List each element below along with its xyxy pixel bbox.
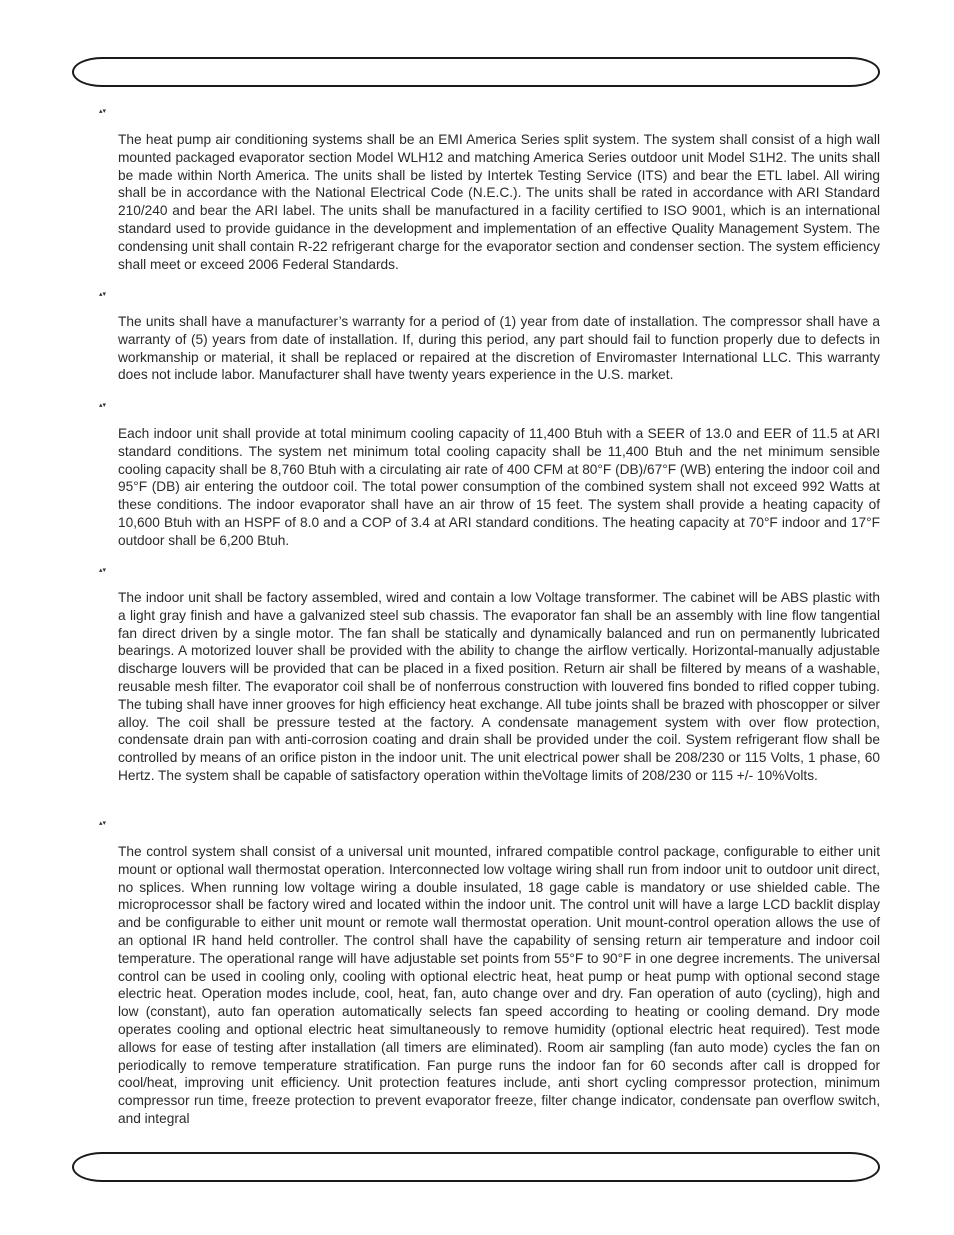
section-warranty-paragraph: The units shall have a manufacturer’s warranty for a period of (1) year from date of installation. The compressor shall have a warranty of (5) years from date of installation. If, during this period, any part should fail to function properly due to defects in workmanship or material, it shall be replaced or repaired at the discretion of Enviromaster International LLC. This warranty does not include labor. Manufacturer shall have twenty years experience in the U.S. market. (118, 314, 880, 383)
section-marker-3: ▴▾ (99, 401, 107, 409)
header-banner (72, 57, 880, 87)
section-marker-4: ▴▾ (99, 566, 107, 574)
section-indoor-unit-paragraph: The indoor unit shall be factory assembled, wired and contain a low Voltage transformer. The cabinet will be ABS plastic with a light gray finish and have a galvanized steel sub chassis. The evaporator fan shall be an assembly with line flow tangential fan direct driven by a single motor. The fan shall be statically and dynamically balanced and run on permanently lubricated bearings. A motorized louver shall be provided with the ability to change the airflow vertically. Horizontal-manually adjustable discharge louvers will be provided that can be placed in a fixed position. Return air shall be filtered by means of a washable, reusable mesh filter. The evaporator coil shall be of nonferrous construction with louvered fins bonded to rifled copper tubing. The tubing shall have inner grooves for high efficiency heat exchange. All tube joints shall be brazed with phoscopper or silver alloy. The coil shall be pressure tested at the factory. A condensate management system with over flow protection, condensate drain pan with anti-corrosion coating and drain shall be provided under the coil. System refrigerant flow shall be controlled by means of an orifice piston in the indoor unit. The unit electrical power shall be 208/230 or 115 Volts, 1 phase, 60 Hertz. The system shall be capable of satisfactory operation within theVoltage limits of 208/230 or 115 +/- 10%Volts. (118, 590, 880, 783)
section-general-paragraph: The heat pump air conditioning systems shall be an EMI America Series split system. The system shall consist of a high wall mounted packaged evaporator section Model WLH12 and matching America Series outdoor unit Model S1H2. The units shall be made within North America. The units shall be listed by Intertek Testing Service (ITS) and bear the ETL label. All wiring shall be in accordance with the National Electrical Code (N.E.C.). The units shall be rated in accordance with ARI Standard 210/240 and bear the ARI label. The units shall be manufactured in a facility certified to ISO 9001, which is an international standard used to provide guidance in the development and implementation of an effective Quality Management System. The condensing unit shall contain R-22 refrigerant charge for the evaporator section and condenser section. The system efficiency shall meet or exceed 2006 Federal Standards. (118, 132, 880, 272)
section-performance-paragraph: Each indoor unit shall provide at total minimum cooling capacity of 11,400 Btuh with a SEER of 13.0 and EER of 11.5 at ARI standard conditions. The system net minimum total cooling capacity shall be 11,400 Btuh and the net minimum sensible cooling capacity shall be 8,760 Btuh with a circulating air rate of 400 CFM at 80°F (DB)/67°F (WB) entering the indoor coil and 95°F (DB) air entering the outdoor coil. The total power consumption of the combined system shall not exceed 992 Watts at these conditions. The indoor evaporator shall have an air throw of 15 feet. The system shall provide a heating capacity of 10,600 Btuh with an HSPF of 8.0 and a COP of 3.4 at ARI standard conditions. The heating capacity at 70°F indoor and 17°F outdoor shall be 6,200 Btuh. (118, 426, 880, 548)
section-marker-2: ▴▾ (99, 290, 107, 298)
footer-banner (72, 1152, 880, 1182)
section-marker-1: ▴▾ (99, 107, 107, 115)
section-marker-5: ▴▾ (99, 819, 107, 827)
section-controls-paragraph: The control system shall consist of a universal unit mounted, infrared compatible control package, configurable to either unit mount or optional wall thermostat operation. Interconnected low voltage wiring shall run from indoor unit to outdoor unit direct, no splices. When running low voltage wiring a double insulated, 18 gage cable is mandatory or use shielded cable. The microprocessor shall be factory wired and located within the indoor unit. The control unit will have a large LCD backlit display and be configurable to either unit mount or remote wall thermostat operation. Unit mount-control operation allows the use of an optional IR hand held controller. The control shall have the capability of sensing return air temperature and indoor coil temperature. The operational range will have adjustable set points from 55°F to 90°F in one degree increments. The universal control can be used in cooling only, cooling with optional electric heat, heat pump or heat pump with optional second stage electric heat. Operation modes include, cool, heat, fan, auto change over and dry. Fan operation of auto (cycling), high and low (constant), auto fan operation automatically selects fan speed according to heating or cooling demand. Dry mode operates cooling and optional electric heat simultaneously to remove humidity (optional electric heat required). Test mode allows for ease of testing after installation (all timers are eliminated). Room air sampling (fan auto mode) cycles the fan on periodically to remove temperature stratification. Fan purge runs the indoor fan for 60 seconds after call is dropped for cool/heat, improving unit efficiency. Unit protection features include, anti short cycling compressor protection, minimum compressor run time, freeze protection to prevent evaporator freeze, filter change indicator, condensate pan overflow switch, and integral (118, 844, 880, 1126)
